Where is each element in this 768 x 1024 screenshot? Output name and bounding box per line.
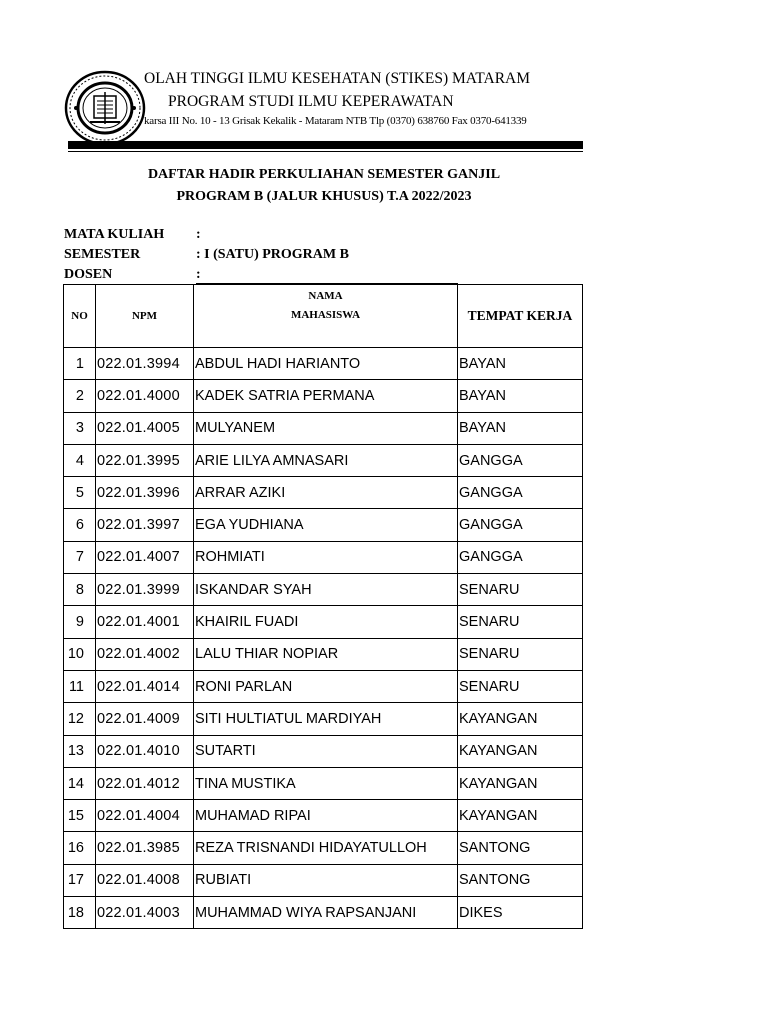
row-npm: 022.01.4004 [96, 800, 194, 832]
row-npm: 022.01.4000 [96, 380, 194, 412]
meta-label: MATA KULIAH [64, 227, 165, 242]
table-row [64, 767, 583, 799]
table-row [64, 477, 583, 509]
row-student-name: ABDUL HADI HARIANTO [194, 348, 458, 380]
table-row [64, 541, 583, 573]
table-row [64, 670, 583, 702]
institution-name: OLAH TINGGI ILMU KESEHATAN (STIKES) MATARAM [144, 70, 531, 87]
row-npm: 022.01.3995 [96, 444, 194, 476]
row-student-name: RUBIATI [194, 864, 458, 896]
row-student-name: ROHMIATI [194, 541, 458, 573]
document-title: DAFTAR HADIR PERKULIAHAN SEMESTER GANJIL [147, 167, 501, 182]
program-name: PROGRAM STUDI ILMU KEPERAWATAN [168, 93, 454, 110]
row-npm: 022.01.4003 [96, 897, 194, 929]
meta-label: SEMESTER [64, 247, 141, 262]
row-npm: 022.01.4010 [96, 735, 194, 767]
table-row [64, 348, 583, 380]
row-workplace: GANGGA [458, 509, 583, 541]
row-npm: 022.01.4014 [96, 670, 194, 702]
row-workplace: KAYANGAN [458, 735, 583, 767]
row-number: 13 [64, 735, 96, 767]
column-header-name-line1: NAMA [308, 290, 343, 302]
row-workplace: DIKES [458, 897, 583, 929]
row-number: 2 [64, 380, 96, 412]
row-workplace: BAYAN [458, 380, 583, 412]
table-row [64, 864, 583, 896]
row-number: 14 [64, 767, 96, 799]
row-npm: 022.01.3994 [96, 348, 194, 380]
table-row [64, 832, 583, 864]
row-number: 9 [64, 606, 96, 638]
row-npm: 022.01.3996 [96, 477, 194, 509]
document-subtitle: PROGRAM B (JALUR KHUSUS) T.A 2022/2023 [176, 189, 472, 204]
row-student-name: ARRAR AZIKI [194, 477, 458, 509]
row-npm: 022.01.4009 [96, 703, 194, 735]
letterhead-thick-rule [68, 141, 583, 149]
table-row [64, 444, 583, 476]
meta-label: DOSEN [64, 267, 113, 282]
row-student-name: RONI PARLAN [194, 670, 458, 702]
row-student-name: KHAIRIL FUADI [194, 606, 458, 638]
row-number: 15 [64, 800, 96, 832]
stikes-seal-logo-icon [64, 70, 146, 146]
row-npm: 022.01.4001 [96, 606, 194, 638]
row-number: 12 [64, 703, 96, 735]
row-student-name: SITI HULTIATUL MARDIYAH [194, 703, 458, 735]
row-npm: 022.01.3985 [96, 832, 194, 864]
table-row [64, 412, 583, 444]
row-student-name: TINA MUSTIKA [194, 767, 458, 799]
row-student-name: EGA YUDHIANA [194, 509, 458, 541]
row-number: 6 [64, 509, 96, 541]
row-workplace: SANTONG [458, 864, 583, 896]
row-number: 4 [64, 444, 96, 476]
row-workplace: BAYAN [458, 348, 583, 380]
table-header-row [64, 285, 583, 348]
row-workplace: KAYANGAN [458, 767, 583, 799]
row-npm: 022.01.4002 [96, 638, 194, 670]
row-student-name: KADEK SATRIA PERMANA [194, 380, 458, 412]
row-npm: 022.01.4008 [96, 864, 194, 896]
row-student-name: LALU THIAR NOPIAR [194, 638, 458, 670]
table-row [64, 574, 583, 606]
table-row [64, 897, 583, 929]
row-student-name: ARIE LILYA AMNASARI [194, 444, 458, 476]
row-npm: 022.01.4007 [96, 541, 194, 573]
row-workplace: BAYAN [458, 412, 583, 444]
row-workplace: GANGGA [458, 477, 583, 509]
row-number: 3 [64, 412, 96, 444]
row-workplace: GANGGA [458, 541, 583, 573]
row-workplace: KAYANGAN [458, 703, 583, 735]
row-student-name: SUTARTI [194, 735, 458, 767]
institution-address: karsa III No. 10 - 13 Grisak Kekalik - Mataram NTB Tlp (0370) 638760 Fax 0370-641339 [144, 115, 527, 127]
row-number: 1 [64, 348, 96, 380]
meta-value: : [196, 227, 201, 242]
row-student-name: ISKANDAR SYAH [194, 574, 458, 606]
row-student-name: REZA TRISNANDI HIDAYATULLOH [194, 832, 458, 864]
row-workplace: SANTONG [458, 832, 583, 864]
row-number: 18 [64, 897, 96, 929]
table-row [64, 638, 583, 670]
row-student-name: MUHAMAD RIPAI [194, 800, 458, 832]
column-header-no: NO [64, 285, 96, 348]
row-number: 7 [64, 541, 96, 573]
row-number: 11 [64, 670, 96, 702]
table-row [64, 703, 583, 735]
attendance-table [63, 284, 583, 929]
column-header-name [194, 285, 458, 348]
row-workplace: SENARU [458, 606, 583, 638]
table-row [64, 509, 583, 541]
row-workplace: SENARU [458, 670, 583, 702]
row-student-name: MUHAMMAD WIYA RAPSANJANI [194, 897, 458, 929]
row-npm: 022.01.4005 [96, 412, 194, 444]
column-header-npm: NPM [96, 285, 194, 348]
row-npm: 022.01.4012 [96, 767, 194, 799]
row-workplace: SENARU [458, 638, 583, 670]
letterhead-thin-rule [68, 151, 583, 152]
row-workplace: GANGGA [458, 444, 583, 476]
meta-value: : I (SATU) PROGRAM B [196, 247, 349, 262]
table-row [64, 735, 583, 767]
row-number: 17 [64, 864, 96, 896]
row-number: 10 [64, 638, 96, 670]
meta-value: : [196, 267, 201, 282]
row-number: 5 [64, 477, 96, 509]
table-row [64, 380, 583, 412]
table-row [64, 800, 583, 832]
row-number: 16 [64, 832, 96, 864]
row-workplace: SENARU [458, 574, 583, 606]
row-number: 8 [64, 574, 96, 606]
column-header-workplace: TEMPAT KERJA [458, 285, 583, 348]
column-header-name-line2: MAHASISWA [290, 309, 361, 321]
row-student-name: MULYANEM [194, 412, 458, 444]
row-npm: 022.01.3997 [96, 509, 194, 541]
table-row [64, 606, 583, 638]
row-workplace: KAYANGAN [458, 800, 583, 832]
row-npm: 022.01.3999 [96, 574, 194, 606]
